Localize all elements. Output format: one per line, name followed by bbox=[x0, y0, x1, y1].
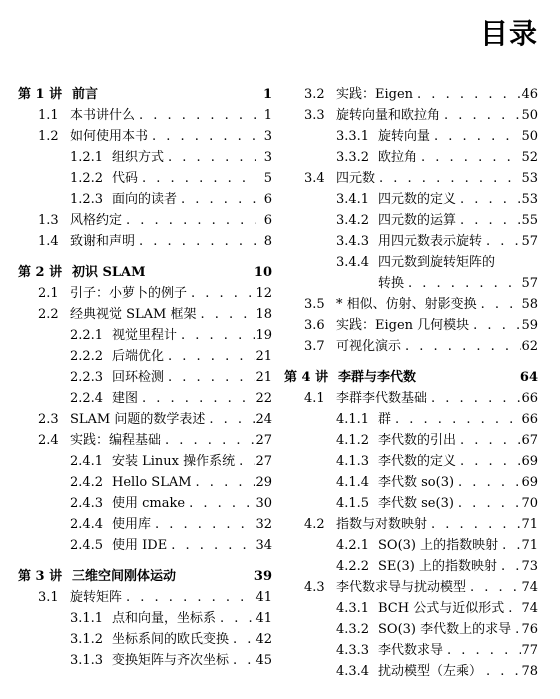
entry-page: 42 bbox=[255, 632, 272, 647]
leader-dots bbox=[427, 514, 521, 535]
toc-entry-continuation bbox=[284, 273, 538, 294]
entry-number: 4.2.2 bbox=[336, 559, 370, 574]
entry-title: 实践：编程基础 bbox=[70, 433, 162, 448]
entry-page: 21 bbox=[255, 370, 272, 385]
toc-entry-subsection bbox=[284, 430, 538, 451]
leader-dots bbox=[497, 556, 522, 577]
entry-number: 1.1 bbox=[38, 108, 59, 123]
entry-number: 2.4.1 bbox=[70, 454, 104, 469]
toc-entry-subsection bbox=[284, 619, 538, 640]
leader-dots bbox=[138, 168, 256, 189]
entry-page: 70 bbox=[521, 496, 538, 511]
toc-entry-section bbox=[284, 105, 538, 126]
entry-title: 初识 SLAM bbox=[72, 265, 146, 280]
entry-number: 3.4 bbox=[304, 171, 325, 186]
entry-title: 经典视觉 SLAM 框架 bbox=[70, 307, 197, 322]
entry-page: 53 bbox=[521, 171, 538, 186]
entry-page: 66 bbox=[521, 391, 538, 406]
entry-title: 四元数 bbox=[336, 171, 376, 186]
entry-title: 坐标系间的欧氏变换 bbox=[112, 632, 230, 647]
entry-page: 6 bbox=[263, 213, 272, 228]
toc-entry-section bbox=[284, 514, 538, 535]
entry-page: 41 bbox=[255, 590, 272, 605]
entry-title: 四元数的定义 bbox=[378, 192, 457, 207]
entry-title: 使用库 bbox=[112, 517, 152, 532]
entry-number: 2.1 bbox=[38, 286, 59, 301]
toc-entry-subsection bbox=[18, 514, 272, 535]
entry-page: 74 bbox=[521, 601, 538, 616]
entry-title: 实践：Eigen 几何模块 bbox=[336, 318, 470, 333]
leader-dots bbox=[391, 409, 521, 430]
entry-title: 旋转矩阵 bbox=[70, 590, 123, 605]
entry-number: 第 1 讲 bbox=[18, 87, 63, 102]
entry-page: 29 bbox=[255, 475, 272, 490]
entry-title: 视觉里程计 bbox=[112, 328, 178, 343]
entry-title: 李代数 so(3) bbox=[378, 475, 455, 490]
entry-number: 1.4 bbox=[38, 234, 59, 249]
entry-title: 李群李代数基础 bbox=[336, 391, 428, 406]
entry-number: 3.3.2 bbox=[336, 150, 370, 165]
entry-title: 引子：小萝卜的例子 bbox=[70, 286, 188, 301]
toc-entry-subsection bbox=[18, 493, 272, 514]
toc-entry-subsection bbox=[284, 556, 538, 577]
entry-title: 前言 bbox=[72, 87, 99, 102]
entry-page: 24 bbox=[255, 412, 272, 427]
leader-dots bbox=[456, 210, 521, 231]
entry-title: 变换矩阵与齐次坐标 bbox=[112, 653, 230, 668]
toc-entry-section bbox=[284, 168, 538, 189]
leader-dots bbox=[229, 629, 255, 650]
entry-page: 6 bbox=[263, 192, 272, 207]
toc-entry-chapter bbox=[18, 84, 272, 105]
entry-page: 1 bbox=[262, 87, 272, 102]
toc-entry-subsection bbox=[18, 608, 272, 629]
page-title: 目录 bbox=[479, 17, 538, 50]
entry-title: 欧拉角 bbox=[378, 150, 418, 165]
entry-title: 风格约定 bbox=[70, 213, 123, 228]
toc-entry-subsection bbox=[284, 640, 538, 661]
entry-page: 73 bbox=[521, 559, 538, 574]
entry-page: 57 bbox=[521, 234, 538, 249]
entry-page: 55 bbox=[521, 213, 538, 228]
toc-entry-subsection bbox=[284, 210, 538, 231]
entry-number: 第 3 讲 bbox=[18, 569, 63, 584]
entry-number: 1.2.1 bbox=[70, 150, 104, 165]
toc-right-column bbox=[284, 84, 538, 682]
toc-entry-subsection bbox=[18, 388, 272, 409]
toc-entry-subsection bbox=[18, 325, 272, 346]
entry-number: 3.2 bbox=[304, 87, 325, 102]
leader-dots bbox=[454, 493, 522, 514]
entry-title: 四元数到旋转矩阵的 bbox=[378, 255, 496, 270]
entry-page: 62 bbox=[521, 339, 538, 354]
entry-page: 30 bbox=[255, 496, 272, 511]
toc-entry-subsection bbox=[284, 472, 538, 493]
toc-entry-subsection bbox=[18, 367, 272, 388]
entry-page: 19 bbox=[255, 328, 272, 343]
entry-page: 50 bbox=[521, 129, 538, 144]
entry-number: 3.1.3 bbox=[70, 653, 104, 668]
leader-dots bbox=[466, 577, 521, 598]
entry-number: 4.1.5 bbox=[336, 496, 370, 511]
leader-dots bbox=[122, 587, 255, 608]
entry-number: 2.4.2 bbox=[70, 475, 104, 490]
leader-dots bbox=[482, 661, 521, 682]
entry-page: 77 bbox=[521, 643, 538, 658]
entry-number: 3.1.1 bbox=[70, 611, 104, 626]
entry-title: 回环检测 bbox=[112, 370, 165, 385]
leader-dots bbox=[498, 535, 521, 556]
entry-number: 3.4.2 bbox=[336, 213, 370, 228]
entry-page: 32 bbox=[255, 517, 272, 532]
entry-page: 58 bbox=[521, 297, 538, 312]
entry-page: 10 bbox=[253, 265, 272, 280]
toc-entry-section bbox=[18, 304, 272, 325]
entry-number: 2.2.2 bbox=[70, 349, 104, 364]
entry-title: BCH 公式与近似形式 bbox=[378, 601, 505, 616]
toc-entry-subsection bbox=[18, 147, 272, 168]
entry-title: * 相似、仿射、射影变换 bbox=[336, 297, 477, 312]
leader-dots bbox=[164, 367, 255, 388]
entry-title: SLAM 问题的数学表述 bbox=[70, 412, 206, 427]
entry-title: SO(3) 李代数上的求导 bbox=[378, 622, 512, 637]
entry-number: 3.6 bbox=[304, 318, 325, 333]
entry-number: 4.2 bbox=[304, 517, 325, 532]
entry-title: SO(3) 上的指数映射 bbox=[378, 538, 499, 553]
leader-dots bbox=[164, 147, 256, 168]
entry-number: 2.4 bbox=[38, 433, 59, 448]
toc-entry-section bbox=[18, 409, 272, 430]
leader-dots bbox=[417, 147, 521, 168]
toc-entry-subsection bbox=[18, 346, 272, 367]
leader-dots bbox=[167, 535, 255, 556]
entry-number: 4.3.1 bbox=[336, 601, 370, 616]
leader-dots bbox=[504, 598, 521, 619]
leader-dots bbox=[161, 430, 255, 451]
leader-dots bbox=[456, 189, 521, 210]
entry-title: 李代数的定义 bbox=[378, 454, 457, 469]
entry-page: 64 bbox=[519, 370, 538, 385]
section-gap bbox=[18, 252, 272, 262]
toc-entry-subsection bbox=[18, 629, 272, 650]
entry-page: 53 bbox=[521, 192, 538, 207]
entry-page: 12 bbox=[255, 286, 272, 301]
toc-entry-section bbox=[18, 105, 272, 126]
entry-number: 4.3.4 bbox=[336, 664, 370, 679]
entry-title: 后端优化 bbox=[112, 349, 165, 364]
toc-entry-section bbox=[284, 315, 538, 336]
section-gap bbox=[18, 556, 272, 566]
toc-entry-subsection bbox=[284, 535, 538, 556]
toc-entry-subsection bbox=[284, 126, 538, 147]
entry-title-continued: 转换 bbox=[378, 276, 405, 291]
entry-page: 50 bbox=[521, 108, 538, 123]
leader-dots bbox=[401, 336, 521, 357]
entry-number: 4.3.2 bbox=[336, 622, 370, 637]
entry-number: 2.3 bbox=[38, 412, 59, 427]
leader-dots bbox=[205, 409, 255, 430]
toc-entry-section bbox=[284, 388, 538, 409]
entry-number: 4.1.1 bbox=[336, 412, 370, 427]
leader-dots bbox=[427, 388, 521, 409]
entry-number: 2.4.3 bbox=[70, 496, 104, 511]
entry-number: 2.2 bbox=[38, 307, 59, 322]
entry-title: 使用 cmake bbox=[112, 496, 186, 511]
entry-number: 3.4.1 bbox=[336, 192, 370, 207]
toc-entry-subsection bbox=[284, 252, 538, 273]
entry-page: 3 bbox=[263, 150, 272, 165]
entry-page: 27 bbox=[255, 433, 272, 448]
entry-number: 3.1 bbox=[38, 590, 59, 605]
entry-number: 4.1.2 bbox=[336, 433, 370, 448]
entry-number: 3.3.1 bbox=[336, 129, 370, 144]
entry-number: 2.4.5 bbox=[70, 538, 104, 553]
toc-entry-subsection bbox=[18, 451, 272, 472]
entry-number: 1.2 bbox=[38, 129, 59, 144]
entry-page: 34 bbox=[255, 538, 272, 553]
toc-entry-chapter bbox=[18, 566, 272, 587]
leader-dots bbox=[229, 650, 255, 671]
entry-title: 可视化演示 bbox=[336, 339, 402, 354]
leader-dots bbox=[469, 315, 521, 336]
entry-page: 52 bbox=[521, 150, 538, 165]
entry-number: 第 2 讲 bbox=[18, 265, 63, 280]
entry-title: 李代数求导与扰动模型 bbox=[336, 580, 467, 595]
entry-page: 69 bbox=[521, 475, 538, 490]
leader-dots bbox=[177, 189, 256, 210]
leader-dots bbox=[216, 608, 255, 629]
entry-title: 代码 bbox=[112, 171, 139, 186]
leader-dots bbox=[482, 231, 521, 252]
entry-page: 5 bbox=[263, 171, 272, 186]
toc-entry-subsection bbox=[284, 189, 538, 210]
toc-entry-subsection bbox=[18, 535, 272, 556]
entry-number: 3.3 bbox=[304, 108, 325, 123]
entry-page: 39 bbox=[253, 569, 272, 584]
toc-entry-subsection bbox=[284, 451, 538, 472]
entry-number: 4.1.3 bbox=[336, 454, 370, 469]
entry-page: 22 bbox=[255, 391, 272, 406]
leader-dots bbox=[454, 472, 521, 493]
entry-title: 点和向量，坐标系 bbox=[112, 611, 217, 626]
entry-number: 3.1.2 bbox=[70, 632, 104, 647]
entry-page: 74 bbox=[521, 580, 538, 595]
entry-title: 面向的读者 bbox=[112, 192, 178, 207]
toc-entry-section bbox=[18, 587, 272, 608]
leader-dots bbox=[443, 640, 521, 661]
leader-dots bbox=[122, 210, 256, 231]
entry-page: 59 bbox=[521, 318, 538, 333]
entry-page: 46 bbox=[521, 87, 538, 102]
entry-title: 三维空间刚体运动 bbox=[72, 569, 177, 584]
entry-page: 69 bbox=[521, 454, 538, 469]
toc-entry-subsection bbox=[18, 189, 272, 210]
entry-title: 李代数求导 bbox=[378, 643, 444, 658]
toc-entry-section bbox=[18, 210, 272, 231]
section-gap bbox=[284, 357, 538, 367]
entry-number: 2.4.4 bbox=[70, 517, 104, 532]
entry-number: 1.2.2 bbox=[70, 171, 104, 186]
entry-title: 安装 Linux 操作系统 bbox=[112, 454, 236, 469]
entry-number: 4.1 bbox=[304, 391, 325, 406]
entry-page: 3 bbox=[263, 129, 272, 144]
toc-entry-subsection bbox=[284, 147, 538, 168]
toc-entry-chapter bbox=[284, 367, 538, 388]
entry-title: 指数与对数映射 bbox=[336, 517, 428, 532]
entry-number: 1.3 bbox=[38, 213, 59, 228]
toc-entry-chapter bbox=[18, 262, 272, 283]
entry-number: 4.2.1 bbox=[336, 538, 370, 553]
leader-dots bbox=[456, 430, 521, 451]
entry-number: 第 4 讲 bbox=[284, 370, 329, 385]
leader-dots bbox=[235, 451, 255, 472]
toc-entry-subsection bbox=[284, 598, 538, 619]
entry-number: 2.2.3 bbox=[70, 370, 104, 385]
entry-title: 扰动模型（左乘） bbox=[378, 664, 483, 679]
entry-number: 3.7 bbox=[304, 339, 325, 354]
leader-dots bbox=[511, 619, 521, 640]
toc-entry-section bbox=[18, 231, 272, 252]
leader-dots bbox=[413, 84, 521, 105]
toc-left-column bbox=[18, 84, 272, 671]
entry-title: 本书讲什么 bbox=[70, 108, 136, 123]
entry-page: 57 bbox=[521, 276, 538, 291]
toc-entry-subsection bbox=[18, 650, 272, 671]
entry-page: 8 bbox=[263, 234, 272, 249]
toc-entry-subsection bbox=[18, 472, 272, 493]
leader-dots bbox=[477, 294, 522, 315]
entry-title: 群 bbox=[378, 412, 392, 427]
entry-title: 致谢和声明 bbox=[70, 234, 136, 249]
entry-page: 27 bbox=[255, 454, 272, 469]
entry-page: 45 bbox=[255, 653, 272, 668]
entry-title: 李代数的引出 bbox=[378, 433, 457, 448]
entry-title: 用四元数表示旋转 bbox=[378, 234, 483, 249]
toc-entry-subsection bbox=[284, 661, 538, 682]
entry-page: 67 bbox=[521, 433, 538, 448]
leader-dots bbox=[187, 283, 255, 304]
entry-page: 18 bbox=[255, 307, 272, 322]
toc-entry-section bbox=[284, 577, 538, 598]
leader-dots bbox=[135, 105, 256, 126]
entry-title: 使用 IDE bbox=[112, 538, 168, 553]
entry-number: 3.4.3 bbox=[336, 234, 370, 249]
entry-number: 4.3.3 bbox=[336, 643, 370, 658]
entry-title: 如何使用本书 bbox=[70, 129, 149, 144]
toc-entry-section bbox=[284, 336, 538, 357]
toc-entry-section bbox=[18, 126, 272, 147]
entry-title: Hello SLAM bbox=[112, 475, 192, 490]
leader-dots bbox=[177, 325, 255, 346]
entry-page: 78 bbox=[521, 664, 538, 679]
entry-number: 2.2.1 bbox=[70, 328, 104, 343]
toc-entry-section bbox=[284, 294, 538, 315]
entry-title: 李群与李代数 bbox=[338, 370, 417, 385]
entry-number: 2.2.4 bbox=[70, 391, 104, 406]
toc-entry-subsection bbox=[284, 493, 538, 514]
entry-page: 66 bbox=[521, 412, 538, 427]
entry-page: 41 bbox=[255, 611, 272, 626]
toc-entry-subsection bbox=[284, 409, 538, 430]
leader-dots bbox=[151, 514, 255, 535]
toc-entry-section bbox=[18, 430, 272, 451]
entry-title: 李代数 se(3) bbox=[378, 496, 454, 511]
entry-page: 1 bbox=[263, 108, 272, 123]
leader-dots bbox=[440, 105, 521, 126]
entry-title: 建图 bbox=[112, 391, 139, 406]
entry-title: 实践：Eigen bbox=[336, 87, 414, 102]
entry-number: 4.1.4 bbox=[336, 475, 370, 490]
entry-number: 3.4.4 bbox=[336, 255, 370, 270]
leader-dots bbox=[185, 493, 255, 514]
leader-dots bbox=[430, 126, 521, 147]
entry-title: 旋转向量 bbox=[378, 129, 431, 144]
entry-number: 4.3 bbox=[304, 580, 325, 595]
toc-entry-subsection bbox=[284, 231, 538, 252]
leader-dots bbox=[197, 304, 256, 325]
toc-entry-section bbox=[284, 84, 538, 105]
entry-page: 71 bbox=[521, 517, 538, 532]
entry-title: 旋转向量和欧拉角 bbox=[336, 108, 441, 123]
entry-page: 21 bbox=[255, 349, 272, 364]
toc-entry-section bbox=[18, 283, 272, 304]
leader-dots bbox=[138, 388, 255, 409]
leader-dots bbox=[456, 451, 521, 472]
leader-dots bbox=[164, 346, 255, 367]
leader-dots bbox=[148, 126, 256, 147]
entry-page: 71 bbox=[521, 538, 538, 553]
entry-title: 组织方式 bbox=[112, 150, 165, 165]
leader-dots bbox=[375, 168, 521, 189]
leader-dots bbox=[404, 273, 521, 294]
entry-title: 四元数的运算 bbox=[378, 213, 457, 228]
leader-dots bbox=[135, 231, 256, 252]
entry-page: 76 bbox=[521, 622, 538, 637]
leader-dots bbox=[192, 472, 256, 493]
toc-entry-subsection bbox=[18, 168, 272, 189]
entry-title: SE(3) 上的指数映射 bbox=[378, 559, 497, 574]
entry-number: 3.5 bbox=[304, 297, 325, 312]
entry-number: 1.2.3 bbox=[70, 192, 104, 207]
